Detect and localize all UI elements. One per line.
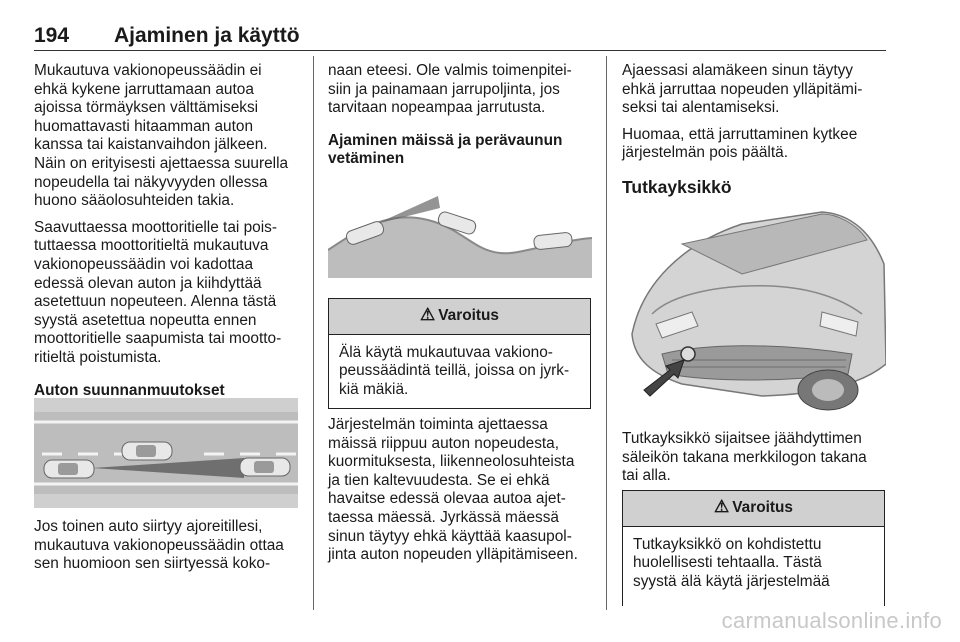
warning-header [329,299,590,335]
warning-text: Älä käytä mukautuvaa vakiono- peussäädintä teillä, joissa on jyrk- kiä mäkiä. [339,343,570,398]
warning-icon: ⚠ [420,305,436,324]
paragraph: Ajaessasi alamäkeen sinun täytyy ehkä jarruttaa nopeuden ylläpitämi- seksi tai alentamiseksi. [622,62,863,117]
section-heading: Auton suunnanmuutokset [34,381,225,399]
page-title: Ajaminen ja käyttö [114,24,300,47]
section-heading: Tutkayksikkö [622,176,732,197]
warning-box [622,490,885,606]
paragraph: Järjestelmän toiminta ajettaessa mäissä riippuu auton nopeudesta, kuormituksesta, liikenneolosuhteista ja tien kaltevuudesta. Se ei ehkä havaitse edessä olevaa autoa ajet- taessa mäessä. Jyrkässä mäessä sinun täytyy ehkä käyttää kaasupol- jinta auton nopeuden ylläpitämiseen. [328,416,578,564]
page-header [34,16,886,51]
warning-text: Tutkayksikkö on kohdistettu huolellisesti tehtaalla. Tästä syystä älä käytä järjestelmää [633,535,830,590]
car-icon [122,442,172,460]
section-heading: Ajaminen mäissä ja perävaunun vetäminen [328,131,563,168]
warning-icon: ⚠ [714,497,730,516]
paragraph: Tutkayksikkö sijaitsee jäähdyttimen säleikön takana merkkilogon takana tai alla. [622,430,867,485]
column-3-bottom [622,430,888,494]
column-divider [606,56,607,610]
warning-header [623,491,884,527]
car-icon [240,458,290,476]
column-1-bottom [34,518,302,582]
paragraph: Mukautuva vakionopeussäädin ei ehkä kykene jarruttamaan autoa ajoissa törmäyksen välttämiseksi huomattavasti hitaamman auton kanssa tai kaistanvaihdon jälkeen. Näin on erityisesti ajettaessa suurella nopeudella tai näkyvyyden ollessa huono sääolosuhteiden takia. [34,62,289,210]
column-divider [313,56,314,610]
column-2-bottom [328,416,600,573]
radar-sensor-icon [681,347,695,361]
warning-box [328,298,591,409]
warning-title: Varoitus [732,499,793,516]
paragraph: Jos toinen auto siirtyy ajoreitillesi, mukautuva vakionopeussäädin ottaa sen huomioon sen siirtyessä koko- [34,518,284,573]
watermark: carmanualsonline.info [721,608,942,633]
page-number: 194 [34,24,70,47]
lane-change-illustration [34,398,298,508]
car-icon [44,460,94,478]
paragraph: Saavuttaessa moottoritielle tai pois- tuttaessa moottoritieltä mukautuva vakionopeussäädin voi kadottaa edessä olevan auton ja kiihdyttää asetettuun nopeuteen. Alenna tästä syystä asetettua nopeutta ennen moottoritielle saapumista tai mootto- ritieltä poistumista. [34,218,282,366]
warning-title: Varoitus [438,307,499,324]
radar-unit-illustration [622,204,886,416]
paragraph: Huomaa, että jarruttaminen kytkee järjestelmän pois päältä. [622,125,858,162]
column-3 [622,62,888,197]
paragraph: naan eteesi. Ole valmis toimenpitei- siin ja painamaan jarrupoljinta, jos tarvitaan nopeampaa jarrutusta. [328,62,572,117]
hill-driving-illustration [328,180,592,278]
column-2 [328,62,594,169]
column-1 [34,62,302,400]
